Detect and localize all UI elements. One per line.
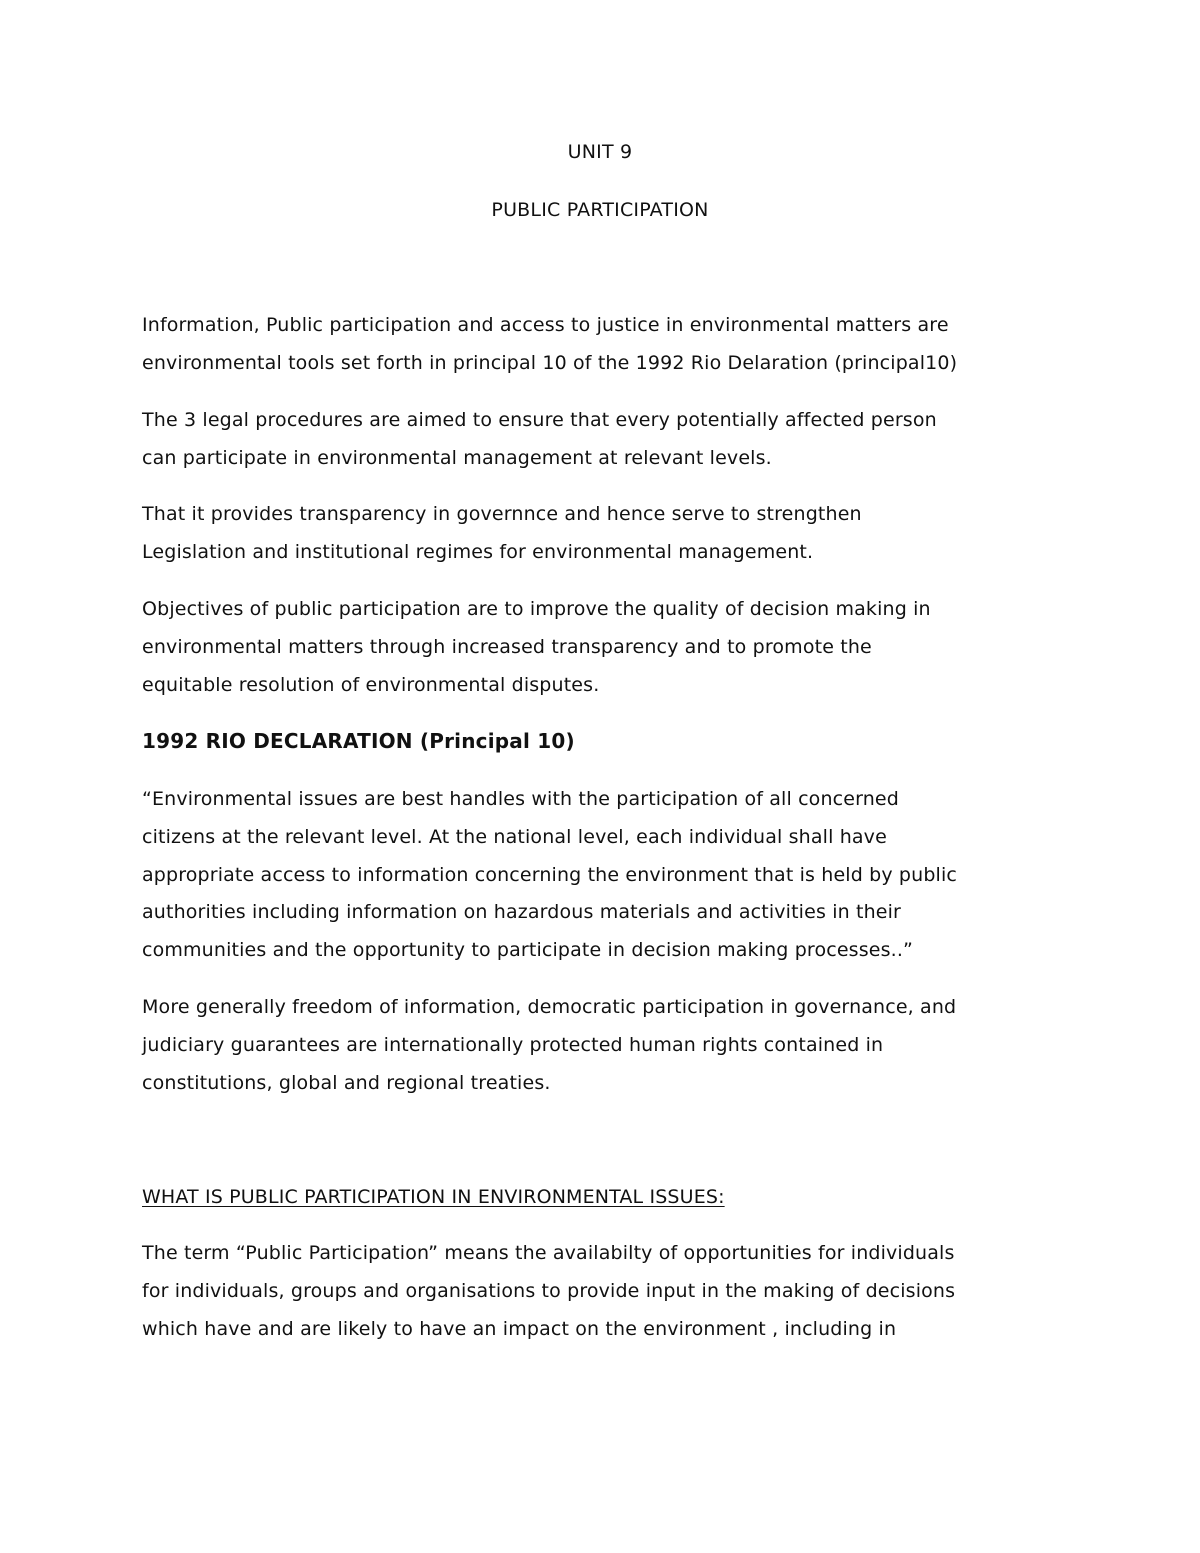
rights-line: constitutions, global and regional treaties.	[142, 1071, 551, 1094]
rio-declaration-heading: 1992 RIO DECLARATION (Principal 10)	[142, 729, 575, 753]
objectives-line: equitable resolution of environmental disputes.	[142, 673, 600, 696]
rio-declaration-section	[142, 723, 1072, 761]
unit-number-heading: UNIT 9	[567, 141, 633, 163]
objectives-line: Objectives of public participation are to improve the quality of decision making in	[142, 598, 931, 620]
transparency-line: That it provides transparency in governnce and hence serve to strengthen	[142, 503, 862, 525]
intro-line: environmental tools set forth in principal 10 of the 1992 Rio Delaration (principal10)	[142, 351, 958, 374]
procedures-paragraph	[142, 402, 1072, 478]
transparency-line: Legislation and institutional regimes for environmental management.	[142, 540, 814, 563]
intro-paragraph	[142, 307, 1072, 383]
transparency-paragraph	[142, 496, 1072, 572]
rio-quote-line: authorities including information on hazardous materials and activities in their	[142, 901, 902, 924]
rights-paragraph	[142, 989, 1072, 1102]
procedures-line: The 3 legal procedures are aimed to ensure that every potentially affected person	[142, 409, 937, 431]
rio-quote-line: citizens at the relevant level. At the national level, each individual shall have	[142, 825, 887, 848]
rio-quote-paragraph	[142, 781, 1072, 970]
definition-line: for individuals, groups and organisations to provide input in the making of decisions	[142, 1279, 956, 1302]
rio-quote-line: appropriate access to information concerning the environment that is held by public	[142, 863, 957, 886]
rio-quote-line: “Environmental issues are best handles with the participation of all concerned	[142, 788, 899, 810]
rio-quote-line: communities and the opportunity to participate in decision making processes..”	[142, 939, 914, 962]
procedures-line: can participate in environmental management at relevant levels.	[142, 446, 772, 469]
definition-line: The term “Public Participation” means the availabilty of opportunities for individuals	[142, 1242, 955, 1264]
rights-line: judiciary guarantees are internationally protected human rights contained in	[142, 1033, 884, 1056]
definition-paragraph	[142, 1235, 1072, 1348]
intro-line: Information, Public participation and access to justice in environmental matters are	[142, 314, 949, 336]
definition-line: which have and are likely to have an impact on the environment , including in	[142, 1317, 897, 1340]
objectives-line: environmental matters through increased transparency and to promote the	[142, 635, 872, 658]
rights-line: More generally freedom of information, democratic participation in governance, and	[142, 996, 957, 1018]
objectives-paragraph	[142, 591, 1072, 704]
what-is-heading: WHAT IS PUBLIC PARTICIPATION IN ENVIRONMENTAL ISSUES:	[142, 1186, 725, 1208]
unit-title-heading: PUBLIC PARTICIPATION	[491, 199, 709, 221]
what-is-section	[142, 1179, 1072, 1217]
